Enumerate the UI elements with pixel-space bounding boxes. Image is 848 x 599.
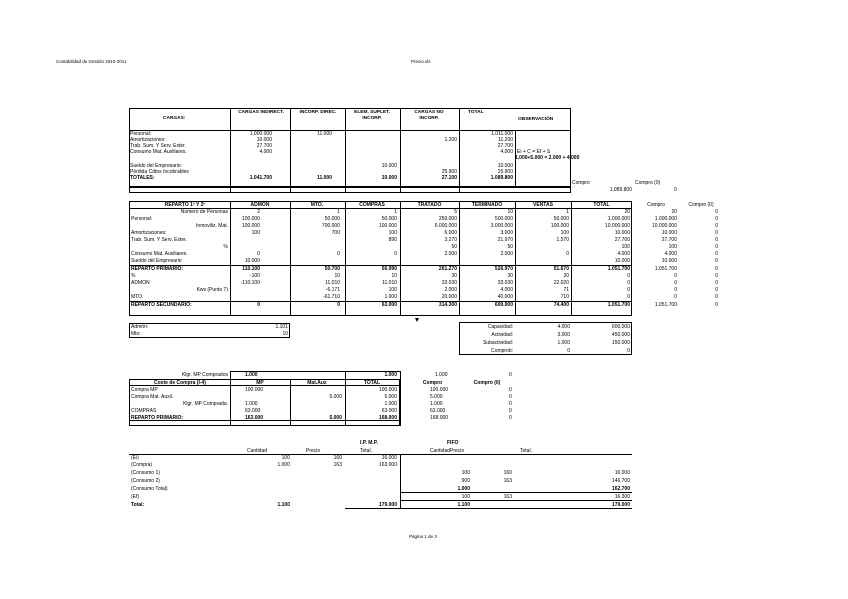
table-cell: 100.000 (245, 387, 264, 393)
table-cell: 160 (503, 470, 512, 476)
table-cell: 5.000 (384, 394, 397, 400)
table-cell: 11.200 (498, 137, 513, 143)
row-label: Consumo Mat. Auxiliares. (130, 149, 187, 155)
row-label: Personal: (130, 131, 152, 137)
table-cell: 25.900 (497, 169, 513, 175)
table-cell: 168.000 (430, 415, 449, 421)
reparto-header-cell: MTO. (310, 202, 324, 208)
inventario-group-fifo: FIFO (447, 440, 459, 446)
table-cell: 1.000.000 (607, 216, 630, 222)
table-cell: 0 (674, 273, 677, 279)
table-cell: 0 (715, 294, 718, 300)
row-label: Consumo Mat. Auxiliares. (131, 251, 188, 257)
table-cell: 2.000 (444, 287, 457, 293)
table-cell: 33.030 (441, 280, 457, 286)
table-cell: 4.000 (557, 324, 570, 330)
table-cell: 0 (674, 280, 677, 286)
table-cell: 450.000 (611, 332, 630, 338)
table-cell: 4.000 (500, 287, 513, 293)
table-cell: 700 (331, 230, 340, 236)
table-cell: 150.000 (611, 340, 630, 346)
table-cell: 1.000 (457, 486, 470, 492)
cargas-header-observacion: OBSERVACIÓN (518, 117, 554, 122)
compra-top-label: Klgr. MP Comprados (181, 372, 228, 378)
table-cell: 0 (715, 237, 718, 243)
row-label: (Compra) (131, 462, 153, 468)
cargas-header-supletorios: ELEM. SUPLET. INCORP. (354, 110, 390, 121)
table-cell: 0 (566, 251, 569, 257)
table-cell: 160 (333, 455, 342, 461)
inventario-header-cell: Total. (360, 448, 372, 454)
table-cell: 1.051.700 (654, 302, 677, 308)
table-cell: 10 (391, 273, 397, 279)
row-label: % (223, 244, 228, 250)
table-cell: 100.000 (378, 223, 397, 229)
table-cell: 179.000 (611, 502, 630, 508)
cargas-compro-label: Compro (572, 180, 590, 186)
table-cell: 1.041.700 (249, 175, 272, 181)
table-cell: 0 (509, 387, 512, 393)
table-cell: 100.000 (430, 387, 449, 393)
table-cell: 0 (337, 251, 340, 257)
table-cell: 526.970 (494, 266, 513, 272)
table-cell: 100.000 (241, 223, 260, 229)
table-cell: 110.100 (242, 266, 260, 272)
table-cell: 10.000.000 (651, 223, 677, 229)
table-cell: 50 (451, 244, 457, 250)
table-cell: 50.000 (553, 216, 569, 222)
table-cell: 27.100 (441, 175, 457, 181)
row-label: Mto: (131, 331, 141, 337)
table-cell: 1 (566, 209, 569, 215)
inventario-header-cell: Cantidad (430, 448, 451, 454)
table-cell: 0 (715, 244, 718, 250)
row-label: (Ef) (131, 494, 140, 500)
table-cell: 2.000 (444, 251, 457, 257)
row-label: Personal: (131, 216, 153, 222)
table-cell: 20 (563, 273, 569, 279)
table-cell: 163.000 (378, 462, 397, 468)
row-label: Amortizaciones: (131, 230, 167, 236)
table-cell: 50.700 (324, 266, 340, 272)
inventario-header-cell: Total. (520, 448, 532, 454)
inventario-header-cell: Precio (306, 448, 321, 454)
table-cell: 63.000 (381, 302, 397, 308)
row-label: Compra MP (131, 387, 158, 393)
table-cell: 0 (257, 251, 260, 257)
table-cell: 40.000 (497, 294, 513, 300)
row-label: (Ei) (131, 455, 139, 461)
table-cell: 74.400 (553, 302, 569, 308)
table-cell: 20 (624, 209, 630, 215)
table-cell: 5.000 (329, 415, 342, 421)
table-cell: 10.000 (256, 137, 272, 143)
table-cell: 30 (507, 273, 513, 279)
table-cell: 50.000 (381, 216, 397, 222)
row-label: Kws (Punto 7) (196, 287, 228, 293)
compra-header-cell: Compro (422, 380, 443, 386)
compra-top-v3: 1.000 (435, 372, 448, 378)
table-cell: 0 (674, 294, 677, 300)
row-label: Sueldo del Empresario: (130, 163, 182, 169)
reparto-header-cell: TERMINADO (471, 202, 503, 208)
table-cell: 50.000 (324, 216, 340, 222)
table-cell: 100 (388, 287, 397, 293)
table-cell: 179.000 (378, 502, 397, 508)
table-cell: 1.000 (430, 401, 443, 407)
table-cell: 11.000 (316, 175, 332, 181)
row-label: Total: (131, 502, 145, 508)
table-cell: 1 (337, 209, 340, 215)
down-arrow-icon (415, 318, 419, 322)
table-cell: 63.000 (430, 408, 446, 414)
table-cell: 3.000.000 (490, 223, 513, 229)
cargas-compro0-label: Compro (0) (635, 180, 661, 186)
table-cell: 100 (668, 244, 677, 250)
table-cell: 10.000 (244, 258, 260, 264)
table-cell: 50 (507, 244, 513, 250)
table-cell: -100 (249, 273, 260, 279)
compra-header-cell: TOTAL (363, 380, 381, 386)
table-cell: 900 (461, 478, 470, 484)
table-cell: 5.000 (329, 394, 342, 400)
table-cell: 261.270 (438, 266, 457, 272)
table-cell: 100 (461, 494, 470, 500)
table-cell: 600.000 (494, 302, 513, 308)
table-cell: 25.900 (441, 169, 457, 175)
table-cell: 0 (715, 216, 718, 222)
row-label: Pérdida Cdtos Incobrables (130, 169, 189, 175)
table-cell: 1.051.700 (654, 266, 677, 272)
table-cell: 0 (627, 273, 630, 279)
table-cell: 1.000 (384, 294, 397, 300)
row-label: (Consumo 1) (131, 470, 160, 476)
table-cell: 1.051.700 (607, 302, 630, 308)
table-cell: 3.000 (500, 230, 513, 236)
table-cell: 0 (509, 408, 512, 414)
table-cell: 1.000 (277, 462, 290, 468)
table-cell: 1.101 (275, 324, 288, 330)
row-label: (Consumo Total) (131, 486, 168, 492)
table-cell: 10 (282, 331, 288, 337)
table-cell: 1.570 (556, 237, 569, 243)
table-cell: 1.000.000 (654, 216, 677, 222)
compra-top-v2: 1.000 (384, 372, 397, 378)
table-cell: 1.000+5.000 = 2.000 + 4.000 (515, 155, 580, 161)
row-label: TOTALES: (130, 175, 155, 181)
table-cell: 163 (503, 478, 512, 484)
table-cell: 0 (509, 415, 512, 421)
cargas-header-label: CARGAS: (163, 116, 186, 121)
table-cell: 27.700 (614, 237, 630, 243)
table-cell: 0 (627, 348, 630, 354)
table-cell: 5.000 (430, 394, 443, 400)
table-cell: -61.710 (323, 294, 340, 300)
table-cell: 4.000 (664, 251, 677, 257)
inventario-group-ipmp: I.P. M.P. (360, 440, 378, 446)
table-cell: 30 (451, 273, 457, 279)
compra-header-cell: Mat.Aux (307, 380, 327, 386)
row-label: Capacidad: (487, 324, 513, 330)
inventario-header-cell: Cantidad (247, 448, 268, 454)
table-cell: 163 (503, 494, 512, 500)
table-cell: 1.100 (277, 502, 290, 508)
table-cell: 51.670 (553, 266, 569, 272)
table-cell: 100 (560, 230, 569, 236)
table-cell: 146.700 (611, 478, 630, 484)
table-cell: 100.000 (378, 387, 397, 393)
cargas-compro-value: 1.089.800 (609, 187, 632, 193)
table-cell: 10 (334, 273, 340, 279)
table-cell: 0 (715, 251, 718, 257)
reparto-header-cell: VENTAS (533, 202, 553, 208)
table-cell: 162.700 (611, 486, 630, 492)
table-cell: 0 (715, 302, 718, 308)
row-label: MTO. (131, 294, 144, 300)
row-label: COMPRAS (131, 408, 157, 414)
table-cell: 2.000 (500, 251, 513, 257)
row-label: % (131, 273, 136, 279)
table-cell: 0 (627, 287, 630, 293)
compra-header-cell: Compro (0) (473, 380, 501, 386)
table-cell: 1.000 (557, 340, 570, 346)
table-cell: 100.000 (241, 216, 260, 222)
row-label: Actividad: (491, 332, 513, 338)
table-cell: 10.000 (614, 230, 630, 236)
cargas-header-indirect: CARGAS INDIRECT. (238, 110, 284, 115)
reparto-header-cell: ADMON (250, 202, 270, 208)
table-cell: 10.000 (497, 163, 513, 169)
row-label: REPARTO SECUNDARIO: (131, 302, 192, 308)
row-label: Número de Personas (180, 209, 228, 215)
reparto-header-cell: Compro (0) (688, 202, 714, 208)
table-cell: 6.000 (444, 230, 457, 236)
table-cell: 1.200 (444, 137, 457, 143)
table-cell: 0 (509, 394, 512, 400)
table-cell: 4.000 (617, 251, 630, 257)
reparto-header-cell: TOTAL (593, 202, 610, 208)
table-cell: 11.010 (325, 280, 340, 286)
table-cell: 20 (671, 209, 677, 215)
document-header-left: Contabilidad de Gestión 2010-2011 (56, 59, 127, 64)
table-cell: 3.270 (444, 237, 457, 243)
table-cell: 4.000 (259, 149, 272, 155)
table-cell: 63.000 (381, 408, 397, 414)
table-cell: 2 (257, 209, 260, 215)
table-cell: 11.000 (317, 131, 332, 137)
row-label: Sueldo del Empresario (131, 258, 182, 264)
table-cell: 163.000 (245, 415, 264, 421)
table-cell: 0 (715, 273, 718, 279)
table-cell: 1.000 (384, 401, 397, 407)
page-number: Página 1 de 3 (409, 534, 437, 539)
compra-top-v4: 0 (509, 372, 512, 378)
row-label: Compra Mat. Auxil. (131, 394, 174, 400)
table-cell: 27.700 (256, 143, 272, 149)
reparto-header-cell: COMPRAS (359, 202, 385, 208)
table-cell: 1.051.700 (607, 266, 630, 272)
table-cell: 163 (333, 462, 342, 468)
row-label: REPARTO PRIMARIO: (131, 266, 184, 272)
table-cell: 16.000 (381, 455, 397, 461)
table-cell: 0 (674, 287, 677, 293)
table-cell: 700.000 (321, 223, 340, 229)
table-cell: 27.700 (497, 143, 513, 149)
table-cell: 0 (715, 287, 718, 293)
cargas-header-total: TOTAL (468, 110, 484, 115)
reparto-header-cell: REPARTO 1º Y 2º (164, 202, 206, 208)
table-cell: 4.000 (500, 149, 513, 155)
table-cell: 1.089.800 (490, 175, 513, 181)
compra-header-cell: Coste de Compra (I-4) (154, 380, 206, 386)
table-cell: 890 (388, 237, 397, 243)
table-cell: 100 (281, 455, 290, 461)
table-cell: 1.011.000 (491, 131, 513, 137)
table-cell: 0 (715, 223, 718, 229)
table-cell: 0 (257, 302, 260, 308)
table-cell: 1.000.000 (249, 131, 272, 137)
table-cell: -6.171 (325, 287, 340, 293)
inventario-header-cell: Precio (450, 448, 465, 454)
table-cell: 10.000.000 (604, 223, 630, 229)
table-cell: 10.000 (661, 258, 677, 264)
table-cell: 0 (715, 230, 718, 236)
table-cell: 314.300 (438, 302, 457, 308)
table-cell: 22.020 (553, 280, 569, 286)
table-cell: 5 (454, 209, 457, 215)
row-label: Klgr. MP Comprada. (183, 401, 228, 407)
reparto-header-cell: Compro (647, 202, 665, 208)
reparto-header-cell: TRATADO (417, 202, 442, 208)
table-cell: 100.000 (550, 223, 569, 229)
row-label: Subactividad: (482, 340, 513, 346)
table-cell: 10.000 (381, 163, 397, 169)
table-cell: 63.000 (245, 408, 261, 414)
row-label: REPARTO PRIMARIO: (131, 415, 184, 421)
table-cell: 600.000 (611, 324, 630, 330)
table-cell: 0 (715, 209, 718, 215)
row-label: Trab. Sum. Y Serv. Exter. (130, 143, 186, 149)
table-cell: 21.970 (497, 237, 513, 243)
table-cell: 100 (388, 230, 397, 236)
row-label: Amortizaciones: (130, 137, 166, 143)
table-cell: 20.000 (441, 294, 457, 300)
table-cell: 0 (567, 348, 570, 354)
table-cell: 33.030 (497, 280, 513, 286)
cargas-header-direct: INCORP. DIREC. (299, 110, 337, 115)
table-cell: 250.000 (438, 216, 457, 222)
table-cell: 10.000 (381, 175, 397, 181)
table-cell: 1 (394, 209, 397, 215)
table-cell: 0 (337, 302, 340, 308)
table-cell: 0 (509, 401, 512, 407)
row-label: Comprob: (491, 348, 513, 354)
table-cell: 6.000.000 (434, 223, 457, 229)
row-label: Trab. Sum. Y Serv. Exter. (131, 237, 187, 243)
table-cell: 10 (507, 209, 513, 215)
table-cell: 10.000 (614, 258, 630, 264)
table-cell: 0 (627, 294, 630, 300)
document-header-filename: Precio.xls (411, 59, 431, 64)
table-cell: 16.300 (614, 494, 630, 500)
table-cell: 0 (627, 280, 630, 286)
table-cell: 3.000 (557, 332, 570, 338)
row-label: Admón: (131, 324, 149, 330)
table-cell: 100 (621, 244, 630, 250)
table-cell: 71 (563, 287, 569, 293)
table-cell: 50.990 (381, 266, 397, 272)
table-cell: 10.000 (661, 230, 677, 236)
table-cell: 16.000 (614, 470, 630, 476)
table-cell: 0 (394, 251, 397, 257)
table-cell: 710 (560, 294, 569, 300)
table-cell: 11.010 (382, 280, 397, 286)
table-cell: 168.000 (378, 415, 397, 421)
table-cell: 0 (715, 258, 718, 264)
table-cell: -110.100 (240, 280, 260, 286)
table-cell: 500.000 (494, 216, 513, 222)
cargas-compro0-value: 0 (674, 187, 677, 193)
table-cell: 1.100 (457, 502, 470, 508)
table-cell: 100 (461, 470, 470, 476)
row-label: Inmoviliz. Mat. (196, 223, 228, 229)
compra-top-v1: 1.000 (245, 372, 258, 378)
cargas-header-no-incorporables: CARGAS NO INCORP. (414, 110, 444, 121)
table-cell: 100 (251, 230, 260, 236)
table-cell: 0 (715, 266, 718, 272)
row-label: ADMON (131, 280, 150, 286)
table-cell: 1.000 (245, 401, 258, 407)
table-cell: 27.700 (661, 237, 677, 243)
row-label: (Consumo 2) (131, 478, 160, 484)
table-cell: Ei + C = Ef + S (517, 149, 551, 155)
compra-header-cell: MP (256, 380, 264, 386)
table-cell: 0 (715, 280, 718, 286)
